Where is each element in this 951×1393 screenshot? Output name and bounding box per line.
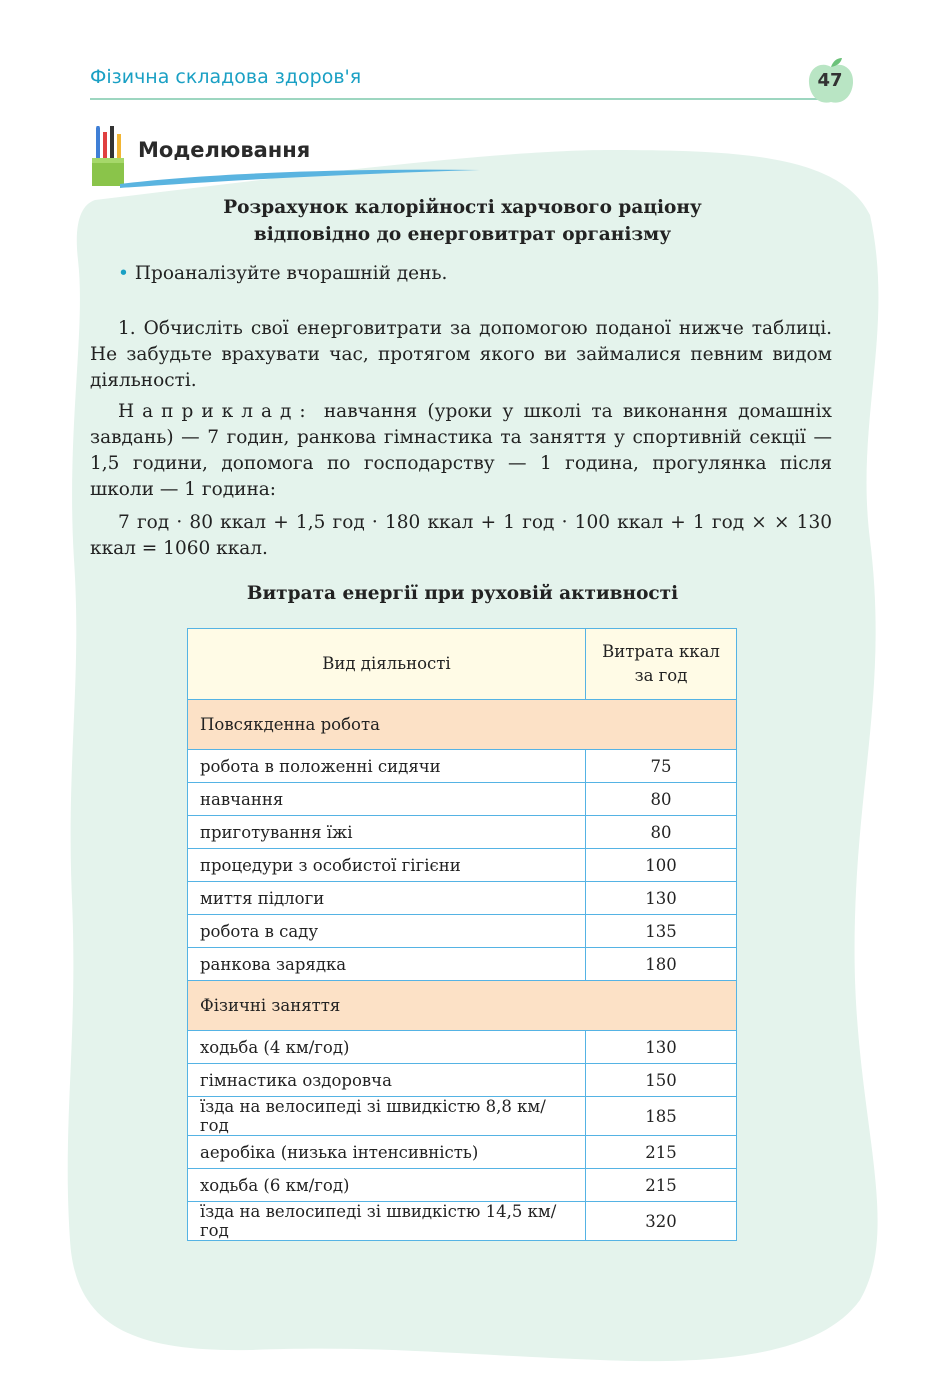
kcal-cell: 130 bbox=[586, 1031, 737, 1064]
example-label: Наприклад: bbox=[118, 401, 314, 422]
activity-cell: ранкова зарядка bbox=[188, 948, 586, 981]
table-row bbox=[188, 1064, 737, 1097]
bullet-item bbox=[118, 263, 447, 284]
table-row bbox=[188, 816, 737, 849]
kcal-cell: 180 bbox=[586, 948, 737, 981]
table-header-row bbox=[188, 629, 737, 700]
header-kcal-line2: за год bbox=[634, 666, 688, 685]
page-number: 47 bbox=[817, 70, 843, 91]
table-row bbox=[188, 1136, 737, 1169]
table-row bbox=[188, 1097, 737, 1136]
exercise-title-line1: Розрахунок калорійності харчового раціону bbox=[223, 197, 702, 218]
group-row-daily bbox=[188, 700, 737, 750]
activity-cell: аеробіка (низька інтенсивність) bbox=[188, 1136, 586, 1169]
activity-cell: навчання bbox=[188, 783, 586, 816]
activity-cell: процедури з особистої гігієни bbox=[188, 849, 586, 882]
activity-cell: їзда на велосипеді зі швидкістю 14,5 км/год bbox=[188, 1202, 586, 1241]
kcal-cell: 130 bbox=[586, 882, 737, 915]
table-row bbox=[188, 1169, 737, 1202]
kcal-cell: 215 bbox=[586, 1136, 737, 1169]
table-row bbox=[188, 915, 737, 948]
energy-table bbox=[187, 628, 737, 1241]
table-row bbox=[188, 750, 737, 783]
table-row bbox=[188, 849, 737, 882]
kcal-cell: 135 bbox=[586, 915, 737, 948]
activity-cell: їзда на велосипеді зі швидкістю 8,8 км/год bbox=[188, 1097, 586, 1136]
activity-cell: приготування їжі bbox=[188, 816, 586, 849]
activity-cell: ходьба (6 км/год) bbox=[188, 1169, 586, 1202]
paragraph-example bbox=[90, 399, 832, 503]
paragraph-step1: 1. Обчисліть свої енерговитрати за допомогою поданої нижче таблиці. Не забудьте врахувати час, протягом якого ви займалися певним видом діяльності. bbox=[90, 318, 832, 391]
exercise-title bbox=[90, 194, 835, 248]
exercise-title-line2: відповідно до енерговитрат організму bbox=[253, 224, 672, 245]
formula: 7 год · 80 ккал + 1,5 год · 180 ккал + 1 год · 100 ккал + 1 год × × 130 ккал = 1060 ккал. bbox=[90, 512, 832, 559]
bullet-icon: • bbox=[118, 263, 129, 284]
header-divider bbox=[90, 98, 820, 100]
table-row bbox=[188, 1031, 737, 1064]
kcal-cell: 185 bbox=[586, 1097, 737, 1136]
group-name: Повсякденна робота bbox=[188, 700, 737, 750]
table-row bbox=[188, 783, 737, 816]
bullet-text: Проаналізуйте вчорашній день. bbox=[134, 263, 448, 284]
kcal-cell: 150 bbox=[586, 1064, 737, 1097]
activity-cell: ходьба (4 км/год) bbox=[188, 1031, 586, 1064]
kcal-cell: 215 bbox=[586, 1169, 737, 1202]
header-kcal-line1: Витрата ккал bbox=[602, 642, 720, 661]
table-row bbox=[188, 882, 737, 915]
activity-cell: миття підлоги bbox=[188, 882, 586, 915]
header-activity: Вид діяльності bbox=[188, 629, 586, 700]
example-text: навчання (уроки у школі та виконання домашніх завдань) — 7 годин, ранкова гімнастика та заняття у спортивній секції — 1,5 години, допомога по господарству — 1 година, прогулянка після школи — 1 година: bbox=[90, 401, 832, 500]
kcal-cell: 75 bbox=[586, 750, 737, 783]
section-heading: Моделювання bbox=[138, 138, 311, 162]
kcal-cell: 80 bbox=[586, 783, 737, 816]
table-title: Витрата енергії при руховій активності bbox=[246, 583, 679, 604]
kcal-cell: 100 bbox=[586, 849, 737, 882]
activity-cell: робота в положенні сидячи bbox=[188, 750, 586, 783]
activity-cell: гімнастика оздоровча bbox=[188, 1064, 586, 1097]
activity-cell: робота в саду bbox=[188, 915, 586, 948]
group-name: Фізичні заняття bbox=[188, 981, 737, 1031]
group-row-physical bbox=[188, 981, 737, 1031]
table-row bbox=[188, 948, 737, 981]
table-row bbox=[188, 1202, 737, 1241]
kcal-cell: 320 bbox=[586, 1202, 737, 1241]
running-title: Фізична складова здоров'я bbox=[90, 66, 362, 88]
header-kcal bbox=[586, 629, 737, 700]
heading-underline bbox=[120, 166, 480, 190]
kcal-cell: 80 bbox=[586, 816, 737, 849]
